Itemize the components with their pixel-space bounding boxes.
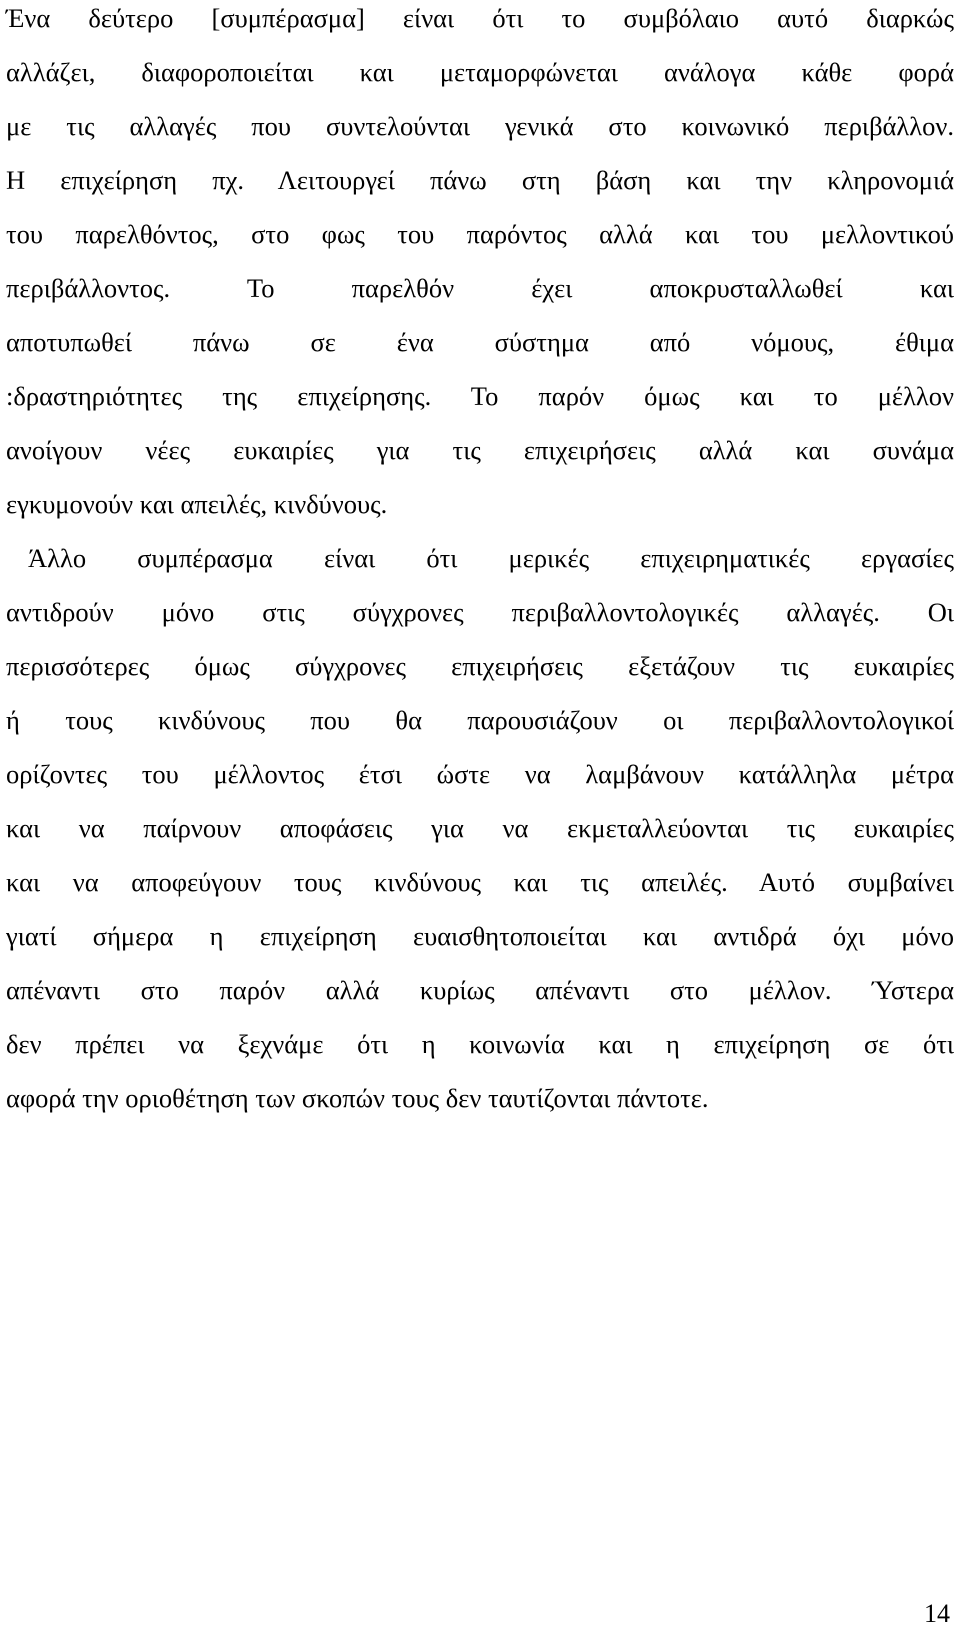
- text-line: εγκυμονούν και απειλές, κινδύνους.: [6, 489, 388, 519]
- text-line: περιβάλλοντος. Το παρελθόν έχει αποκρυσταλλωθεί και: [6, 273, 954, 303]
- page-number: 14: [924, 1599, 950, 1628]
- text-line: αποτυπωθεί πάνω σε ένα σύστημα από νόμους, έθιμα: [6, 327, 954, 357]
- text-line: Ένα δεύτερο [συμπέρασμα] είναι ότι το συμβόλαιο αυτό διαρκώς: [6, 3, 954, 33]
- body-text: [6, 0, 954, 1134]
- text-line: Η επιχείρηση πχ. Λειτουργεί πάνω στη βάση και την κληρονομιά: [6, 165, 954, 195]
- text-line: περισσότερες όμως σύγχρονες επιχειρήσεις εξετάζουν τις ευκαιρίες: [6, 651, 954, 681]
- text-line: :δραστηριότητες της επιχείρησης. Το παρόν όμως και το μέλλον: [6, 381, 954, 411]
- text-line: του παρελθόντος, στο φως του παρόντος αλλά και του μελλοντικού: [6, 219, 954, 249]
- text-line: αλλάζει, διαφοροποιείται και μεταμορφώνεται ανάλογα κάθε φορά: [6, 57, 954, 87]
- text-line: απέναντι στο παρόν αλλά κυρίως απέναντι στο μέλλον. Ύστερα: [6, 975, 954, 1005]
- text-line: και να παίρνουν αποφάσεις για να εκμεταλλεύονται τις ευκαιρίες: [6, 813, 954, 843]
- text-line: αφορά την οριοθέτηση των σκοπών τους δεν ταυτίζονται πάντοτε.: [6, 1083, 709, 1113]
- text-line: και να αποφεύγουν τους κινδύνους και τις απειλές. Αυτό συμβαίνει: [6, 867, 954, 897]
- text-line: ορίζοντες του μέλλοντος έτσι ώστε να λαμβάνουν κατάλληλα μέτρα: [6, 759, 954, 789]
- text-line: με τις αλλαγές που συντελούνται γενικά στο κοινωνικό περιβάλλον.: [6, 111, 954, 141]
- text-line: γιατί σήμερα η επιχείρηση ευαισθητοποιείται και αντιδρά όχι μόνο: [6, 921, 954, 951]
- text-line: Άλλο συμπέρασμα είναι ότι μερικές επιχειρηματικές εργασίες: [28, 543, 954, 573]
- text-line: αντιδρούν μόνο στις σύγχρονες περιβαλλοντολογικές αλλαγές. Οι: [6, 597, 954, 627]
- text-line: ή τους κινδύνους που θα παρουσιάζουν οι περιβαλλοντολογικοί: [6, 705, 954, 735]
- text-line: δεν πρέπει να ξεχνάμε ότι η κοινωνία και η επιχείρηση σε ότι: [6, 1029, 954, 1059]
- text-line: ανοίγουν νέες ευκαιρίες για τις επιχειρήσεις αλλά και συνάμα: [6, 435, 954, 465]
